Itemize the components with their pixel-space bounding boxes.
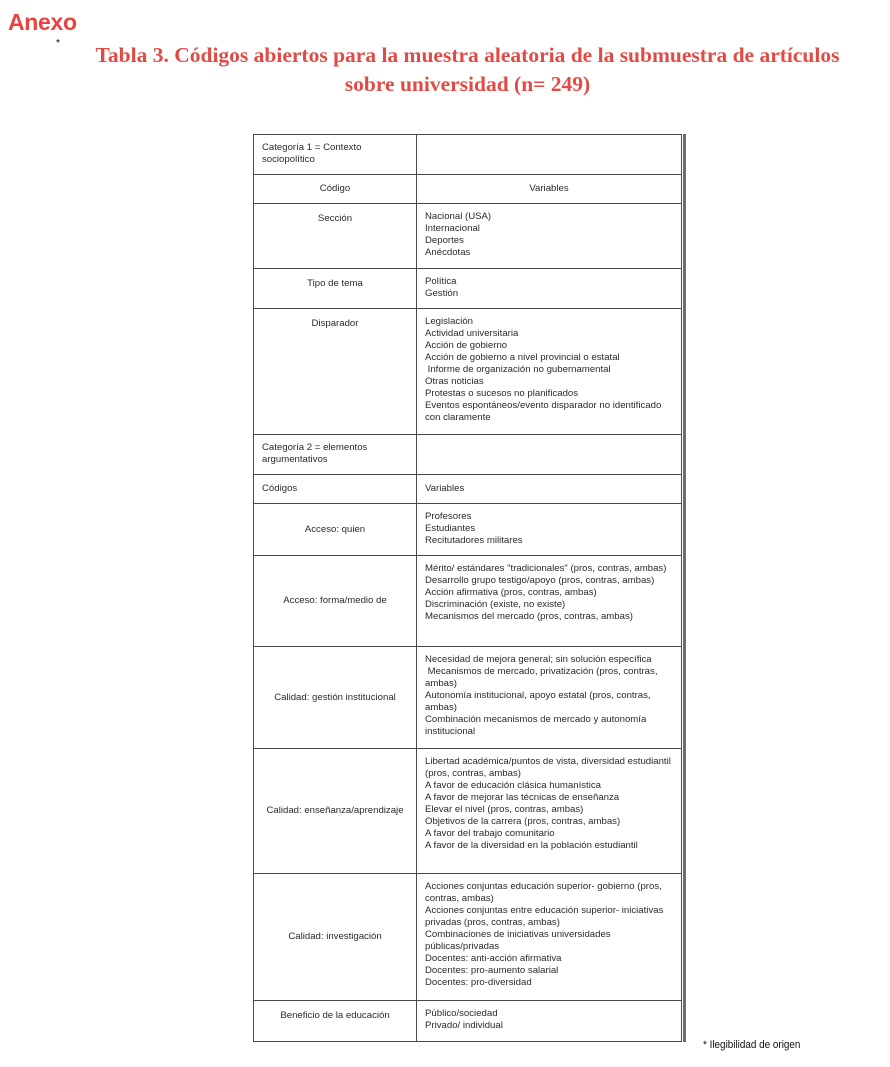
- code-cell: Tipo de tema: [254, 269, 417, 309]
- variable-item: Internacional: [425, 223, 480, 234]
- category-1-label: Categoría 1 = Contexto sociopolítico: [254, 135, 417, 175]
- variable-item: Acción de gobierno a nivel provincial o estatal: [425, 352, 620, 363]
- variable-item: A favor de mejorar las técnicas de enseñanza: [425, 792, 620, 803]
- column-header-codes: Códigos: [254, 475, 417, 504]
- section-heading-anexo: Anexo: [8, 9, 77, 35]
- variable-item: Recitutadores militares: [425, 535, 523, 546]
- table-row: [254, 204, 682, 269]
- variable-item: Anécdotas: [425, 247, 471, 258]
- code-cell: Acceso: forma/medio de: [254, 556, 417, 647]
- variable-item: Informe de organización no gubernamental: [425, 364, 611, 375]
- codes-table: [253, 134, 682, 1042]
- column-header-variables: Variables: [417, 475, 682, 504]
- variables-cell: [417, 1001, 682, 1042]
- variable-item: Acciones conjuntas entre educación superior- iniciativas privadas (pros, contras, ambas): [425, 905, 667, 928]
- category-2-empty-cell: [417, 435, 682, 475]
- column-header-variables: Variables: [417, 175, 682, 204]
- category-row: [254, 135, 682, 175]
- variable-item: Mecanismos de mercado, privatización (pros, contras, ambas): [425, 666, 661, 689]
- variable-item: Docentes: pro-aumento salarial: [425, 965, 559, 976]
- variable-item: Deportes: [425, 235, 464, 246]
- category-row: [254, 435, 682, 475]
- variable-item: Docentes: pro-diversidad: [425, 977, 532, 988]
- code-cell: Calidad: gestión institucional: [254, 647, 417, 749]
- table-row: [254, 874, 682, 1001]
- variable-item: Actividad universitaria: [425, 328, 519, 339]
- variable-item: Público/sociedad: [425, 1008, 498, 1019]
- variable-item: Profesores: [425, 511, 472, 522]
- variables-cell: [417, 874, 682, 1001]
- variable-item: Política: [425, 276, 457, 287]
- category-2-label: Categoría 2 = elementos argumentativos: [254, 435, 417, 475]
- table-row: [254, 749, 682, 874]
- variable-item: Protestas o sucesos no planificados: [425, 388, 579, 399]
- variable-item: Discriminación (existe, no existe): [425, 599, 566, 610]
- table-title: [60, 41, 875, 99]
- variable-item: A favor de la diversidad en la población estudiantil: [425, 840, 638, 851]
- footnote: * Ilegibilidad de origen: [703, 1039, 801, 1051]
- table-row: [254, 309, 682, 435]
- variables-cell: [417, 749, 682, 874]
- variable-item: Legislación: [425, 316, 474, 327]
- table-row: [254, 1001, 682, 1042]
- variable-item: Libertad académica/puntos de vista, diversidad estudiantil: [425, 756, 671, 767]
- variable-item: Autonomía institucional, apoyo estatal (pros, contras, ambas): [425, 690, 654, 713]
- code-cell: Calidad: enseñanza/aprendizaje: [254, 749, 417, 874]
- table-title-line-2: sobre universidad (n= 249): [344, 72, 591, 96]
- variable-item: Acciones conjuntas educación superior- gobierno (pros, contras, ambas): [425, 881, 665, 904]
- variable-item: Gestión: [425, 288, 459, 299]
- variable-item: Desarrollo grupo testigo/apoyo (pros, contras, ambas): [425, 575, 655, 586]
- variable-item: Combinación mecanismos de mercado y autonomía institucional: [425, 714, 649, 737]
- table-title-line-1: Tabla 3. Códigos abiertos para la muestra aleatoria de la submuestra de artículos: [95, 43, 840, 67]
- variable-item: A favor de educación clásica humanística: [425, 780, 601, 791]
- table-row: [254, 556, 682, 647]
- header-row: [254, 475, 682, 504]
- code-cell: Disparador: [254, 309, 417, 435]
- variable-item: Eventos espontáneos/evento disparador no identificado con claramente: [425, 400, 664, 423]
- variable-item: Mecanismos del mercado (pros, contras, ambas): [425, 611, 633, 622]
- variables-cell: [417, 504, 682, 556]
- variable-item: Mérito/ estándares "tradicionales" (pros, contras, ambas): [425, 563, 667, 574]
- table-row: [254, 504, 682, 556]
- variables-cell: [417, 556, 682, 647]
- variables-cell: [417, 647, 682, 749]
- variables-cell: [417, 309, 682, 435]
- table-row: [254, 269, 682, 309]
- variables-cell: [417, 204, 682, 269]
- variable-item: Nacional (USA): [425, 211, 492, 222]
- variables-cell: [417, 269, 682, 309]
- variable-item: Privado/ individual: [425, 1020, 503, 1031]
- variable-item: A favor del trabajo comunitario: [425, 828, 555, 839]
- code-cell: Acceso: quien: [254, 504, 417, 556]
- code-cell: Beneficio de la educación: [254, 1001, 417, 1042]
- variable-item: (pros, contras, ambas): [425, 768, 521, 779]
- variable-item: Otras noticias: [425, 376, 484, 387]
- code-cell: Calidad: investigación: [254, 874, 417, 1001]
- table-row: [254, 647, 682, 749]
- variable-item: Docentes: anti-acción afirmativa: [425, 953, 562, 964]
- variable-item: Elevar el nivel (pros, contras, ambas): [425, 804, 584, 815]
- header-row: [254, 175, 682, 204]
- variable-item: Acción de gobierno: [425, 340, 508, 351]
- variable-item: Necesidad de mejora general; sin solución específica: [425, 654, 652, 665]
- code-cell: Sección: [254, 204, 417, 269]
- variable-item: Estudiantes: [425, 523, 476, 534]
- column-header-code: Código: [254, 175, 417, 204]
- title-footnote-marker: *: [56, 38, 60, 49]
- variable-item: Objetivos de la carrera (pros, contras, ambas): [425, 816, 621, 827]
- category-1-empty-cell: [417, 135, 682, 175]
- variable-item: Combinaciones de iniciativas universidades públicas/privadas: [425, 929, 614, 952]
- codes-table-container: [253, 134, 686, 1042]
- variable-item: Acción afirmativa (pros, contras, ambas): [425, 587, 597, 598]
